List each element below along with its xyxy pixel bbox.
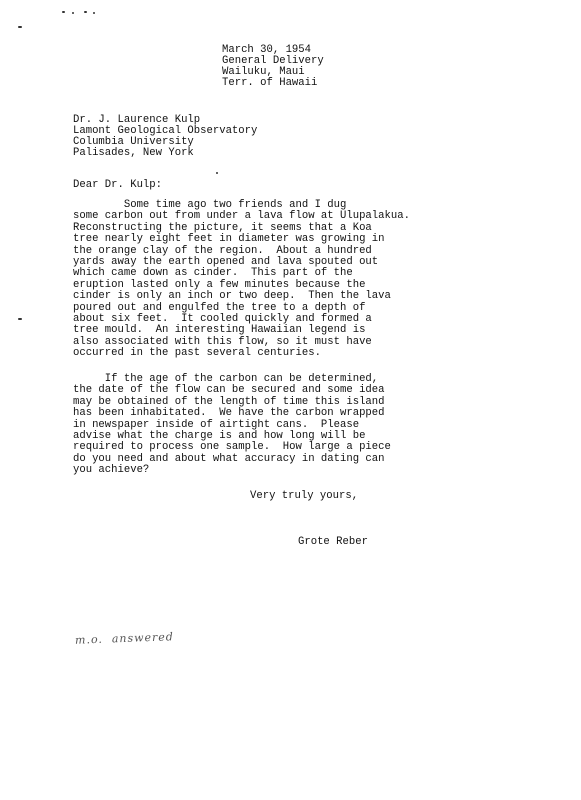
body-line: poured out and engulfed the tree to a depth of [73, 301, 366, 314]
body-line: may be obtained of the length of time this island [73, 395, 385, 408]
body-line: occurred in the past several centuries. [73, 347, 321, 360]
scan-speck [18, 26, 22, 28]
body-line: tree nearly eight feet in diameter was growing in [73, 233, 385, 246]
body-line: the orange clay of the region. About a hundred [73, 244, 372, 257]
body-line: eruption lasted only a few minutes because the [73, 278, 366, 291]
body-line: you achieve? [73, 464, 150, 477]
body-line: the date of the flow can be secured and some idea [73, 384, 385, 397]
recipient-name: Dr. J. Laurence Kulp [73, 114, 201, 126]
scan-speck [18, 318, 22, 320]
body-line: also associated with this flow, so it must have [73, 335, 372, 348]
body-line: yards away the earth opened and lava spouted out [73, 256, 379, 268]
return-address-line: General Delivery [222, 55, 324, 67]
body-line: has been inhabitated. We have the carbon wrapped [73, 407, 385, 420]
recipient-university: Columbia University [73, 136, 194, 148]
recipient-org: Lamont Geological Observatory [73, 125, 258, 137]
body-line: required to process one sample. How large a piece [73, 441, 391, 454]
scan-speck [84, 11, 87, 13]
body-line: If the age of the carbon can be determined, [73, 373, 379, 385]
body-line: Reconstructing the picture, it seems that a Koa [73, 221, 372, 234]
salutation: Dear Dr. Kulp: [73, 179, 163, 191]
body-line: advise what the charge is and how long will be [73, 430, 366, 442]
scan-speck [216, 172, 218, 174]
scan-speck [72, 12, 74, 14]
body-line: in newspaper inside of airtight cans. Please [73, 418, 360, 431]
handwritten-note: m.o. answered [74, 630, 175, 647]
body-line: tree mould. An interesting Hawaiian legend is [73, 324, 366, 337]
body-line: Some time ago two friends and I dug [73, 199, 347, 211]
body-line: which came down as cinder. This part of the [73, 267, 353, 280]
body-line: cinder is only an inch or two deep. Then the lava [73, 290, 391, 303]
letter-date: March 30, 1954 [222, 44, 312, 56]
body-line: some carbon out from under a lava flow at Ulupalakua. [73, 210, 410, 223]
closing: Very truly yours, [250, 490, 359, 502]
return-address-line: Wailuku, Maui [222, 66, 305, 78]
scan-speck [62, 11, 65, 13]
body-line: do you need and about what accuracy in dating can [73, 452, 385, 465]
return-address-line: Terr. of Hawaii [222, 77, 318, 89]
body-line: about six feet. It cooled quickly and formed a [73, 313, 372, 325]
scan-speck [93, 12, 95, 14]
recipient-city: Palisades, New York [73, 147, 194, 159]
signature-name: Grote Reber [298, 536, 368, 548]
